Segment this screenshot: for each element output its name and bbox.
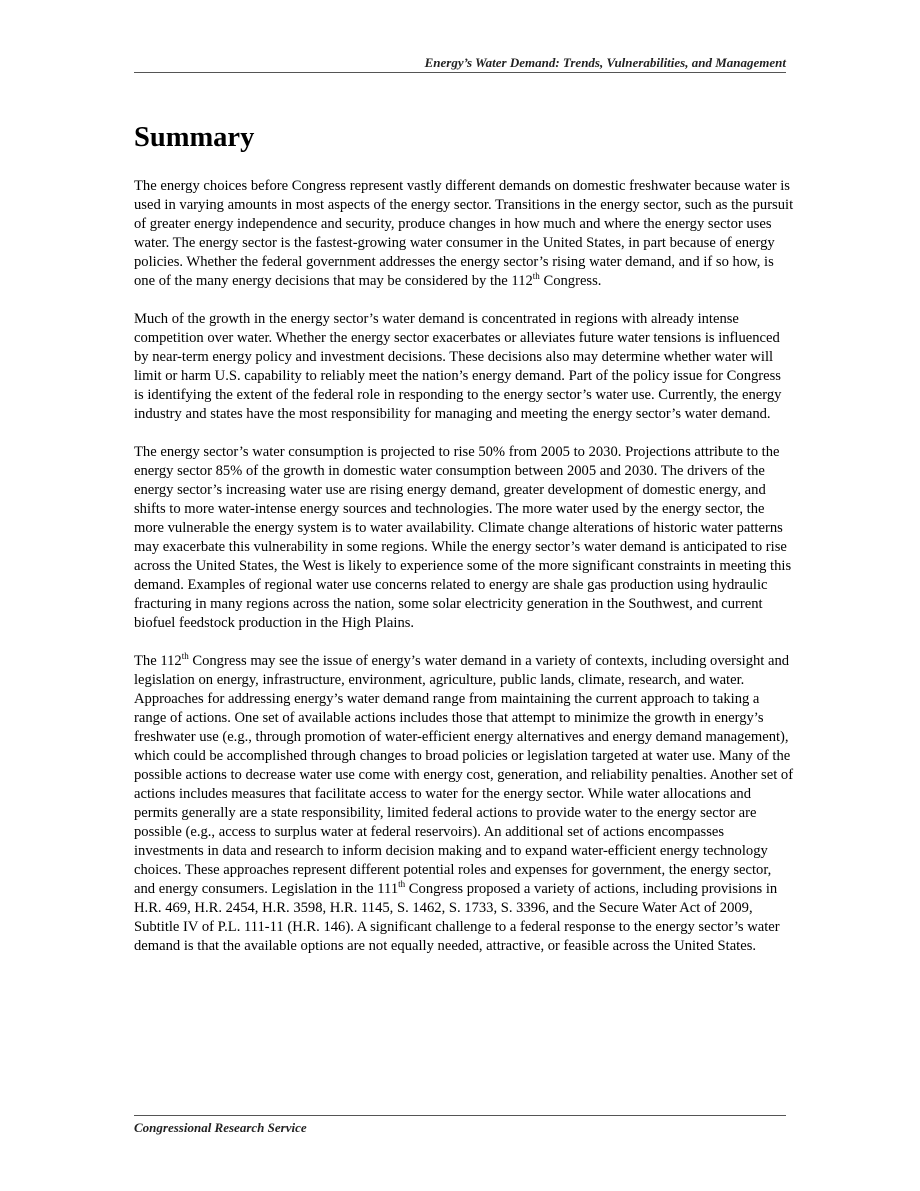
paragraph-4-text-end: Congress proposed a variety of actions, including provisions in H.R. 469, H.R. 2454, H.R. 3598, H.R. 1145, S. 1462, S. 1733, S. 3396, and the Secure Water Act of 2009, Subtitle IV of P.L. 111-11 (H.R. 146). A significant challenge to a federal response to the energy sector’s water demand is that the available options are not equally needed, attractive, or feasible across the United States. xyxy=(134,881,780,954)
ordinal-superscript: th xyxy=(181,651,189,662)
paragraph-2: Much of the growth in the energy sector’s water demand is concentrated in regions with already intense competition over water. Whether the energy sector exacerbates or alleviates future water tensions is influenced by near-term energy policy and investment decisions. These decisions also may determine whether water will limit or harm U.S. capability to reliably meet the nation’s energy demand. Part of the policy issue for Congress is identifying the extent of the federal role in responding to the energy sector’s water use. Currently, the energy industry and states have the most responsibility for managing and meeting the energy sector’s water demand. xyxy=(134,311,782,422)
paragraph-4-text: The 112 xyxy=(134,653,182,669)
header-rule xyxy=(134,72,786,73)
paragraph-4-text-middle: Congress may see the issue of energy’s water demand in a variety of contexts, including oversight and legislation on energy, infrastructure, environment, agriculture, public lands, climate, research, and water. Approaches for addressing energy’s water demand range from maintaining the current approach to taking a range of actions. One set of available actions includes those that attempt to minimize the growth in energy’s freshwater use (e.g., through promotion of water-efficient energy alternatives and energy demand management), which could be accomplished through changes to broad policies or legislation targeted at water use. Many of the possible actions to decrease water use come with energy cost, generation, and reliability penalties. Another set of actions includes measures that facilitate access to water for the energy sector. While water allocations and permits generally are a state responsibility, limited federal actions to provide water to the energy sector are possible (e.g., access to surplus water at federal reservoirs). An additional set of actions encompasses investments in data and research to inform decision making and to expand water-efficient energy technology choices. These approaches represent different potential roles and expenses for government, the energy sector, and energy consumers. Legislation in the 111 xyxy=(134,653,794,897)
paragraph-1-text-end: Congress. xyxy=(539,273,602,289)
running-header: Energy’s Water Demand: Trends, Vulnerabilities, and Management xyxy=(424,55,786,70)
footer-rule xyxy=(134,1115,786,1116)
paragraph-1-text: The energy choices before Congress represent vastly different demands on domestic freshwater because water is used in varying amounts in most aspects of the energy sector. Transitions in the energy sector, such as the pursuit of greater energy independence and security, produce changes in how much and where the energy sector uses water. The energy sector is the fastest-growing water consumer in the United States, in part because of energy policies. Whether the federal government addresses the energy sector’s rising water demand, and if so how, is one of the many energy decisions that may be considered by the 112 xyxy=(134,178,794,289)
ordinal-superscript: th xyxy=(532,271,540,282)
paragraph-1 xyxy=(134,177,794,291)
ordinal-superscript: th xyxy=(398,879,406,890)
paragraph-4 xyxy=(134,652,794,956)
summary-body xyxy=(134,177,794,975)
page-title: Summary xyxy=(134,122,255,153)
paragraph-3: The energy sector’s water consumption is projected to rise 50% from 2005 to 2030. Projections attribute to the energy sector 85% of the growth in domestic water consumption between 2005 and 2030. The drivers of the energy sector’s increasing water use are rising energy demand, greater development of domestic energy, and shifts to more water-intense energy sources and technologies. The more water used by the energy sector, the more vulnerable the energy system is to water availability. Climate change alterations of historic water patterns may exacerbate this vulnerability in some regions. While the energy sector’s water demand is anticipated to rise across the United States, the West is likely to experience some of the more significant constraints in meeting this demand. Examples of regional water use concerns related to energy are shale gas production using hydraulic fracturing in many regions across the nation, some solar electricity generation in the Southwest, and current biofuel feedstock production in the High Plains. xyxy=(134,444,792,631)
footer-publisher: Congressional Research Service xyxy=(134,1120,307,1135)
